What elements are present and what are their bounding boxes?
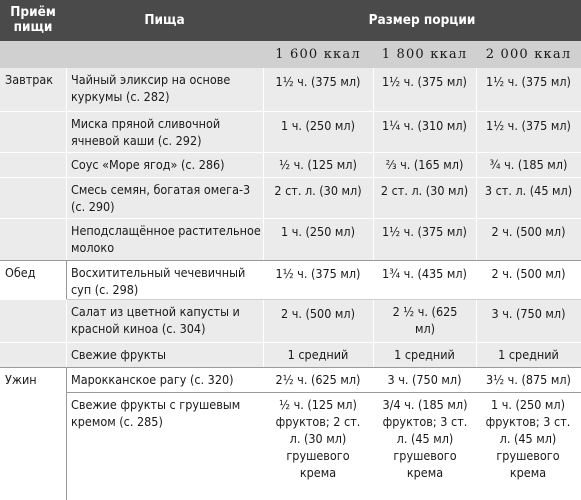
food-name: Восхитительный чечевичный суп (с. 298) — [71, 265, 246, 297]
portion-1800: 1½ ч. (375 мл) — [382, 224, 467, 239]
kcal-1600: 1 600 ккал — [275, 47, 361, 62]
food-name: Неподслащённое растительное молоко — [71, 223, 261, 255]
row-divider — [66, 299, 581, 300]
meal-label-dinner: Ужин — [5, 372, 37, 387]
meal-label-breakfast: Завтрак — [5, 72, 54, 87]
grid-line — [66, 300, 67, 367]
meal-label-lunch: Обед — [5, 265, 36, 280]
table-row — [0, 178, 581, 218]
portion-2000: 3 ст. л. (45 мл) — [484, 183, 573, 198]
portion-1800: 3 ч. (750 мл) — [387, 372, 462, 387]
grid-line — [66, 177, 581, 178]
table-header — [0, 0, 581, 41]
food-name: Чайный эликсир на основе куркумы (с. 282) — [71, 72, 231, 104]
portion-2000: 1½ ч. (375 мл) — [486, 74, 571, 89]
portion-1600: 1½ ч. (375 мл) — [275, 266, 361, 281]
portion-1600: 1½ ч. (375 мл) — [275, 74, 361, 89]
grid-line — [373, 300, 374, 367]
row-divider — [66, 392, 581, 393]
grid-line — [66, 342, 581, 343]
calorie-row — [0, 41, 581, 68]
portion-1800: 2 ст. л. (30 мл) — [380, 183, 469, 198]
grid-line — [476, 68, 477, 260]
grid-line — [263, 68, 264, 260]
kcal-1800: 1 800 ккал — [381, 47, 468, 62]
portion-2000: ¾ ч. (185 мл) — [489, 157, 568, 172]
table-row — [0, 343, 581, 367]
table-row — [0, 153, 581, 177]
portion-1600: 2 ч. (500 мл) — [281, 306, 355, 321]
portion-1800: 1 средний — [394, 347, 455, 362]
section-divider — [0, 367, 581, 368]
grid-line — [66, 152, 581, 153]
portion-1800: ⅔ ч. (165 мл) — [385, 157, 464, 172]
portion-2000: 3 ч. (750 мл) — [491, 306, 566, 321]
portion-1600: 2 ст. л. (30 мл) — [274, 183, 362, 198]
table-row — [0, 368, 581, 392]
table-row — [0, 219, 581, 260]
grid-line — [66, 68, 67, 260]
portion-2000: 3½ ч. (875 мл) — [486, 372, 571, 387]
portion-1800: 1¼ ч. (310 мл) — [382, 118, 467, 133]
portion-2000: 2 ч. (500 мл) — [491, 266, 566, 281]
header-food: Пища — [144, 12, 185, 28]
food-name: Соус «Море ягод» (с. 286) — [71, 157, 225, 172]
portion-2000: 2 ч. (500 мл) — [491, 224, 566, 239]
portion-2000: 1 средний — [498, 347, 559, 362]
food-name: Марокканское рагу (с. 320) — [71, 372, 234, 387]
grid-line — [263, 300, 264, 367]
food-name: Свежие фрукты с грушевым кремом (с. 285) — [71, 397, 241, 429]
portion-1800: 1½ ч. (375 мл) — [382, 74, 467, 89]
kcal-2000: 2 000 ккал — [485, 47, 572, 62]
food-name: Смесь семян, богатая омега-3 (с. 290) — [71, 182, 251, 214]
portion-1600: 1 ч. (250 мл) — [281, 224, 355, 239]
portion-1800: 1¾ ч. (435 мл) — [382, 266, 467, 281]
food-name: Миска пряной сливочной ячневой каши (с. 292) — [71, 116, 221, 148]
grid-line — [66, 218, 581, 219]
portion-1600: 2½ ч. (625 мл) — [275, 372, 361, 387]
food-name: Салат из цветной капусты и красной киноа (с. 304) — [71, 304, 240, 336]
table-row — [0, 112, 581, 152]
portion-2000: 1 ч. (250 мл) фруктов; 3 ст. л. (45 мл) грушевого крема — [485, 397, 571, 480]
portion-1600: 1 средний — [287, 347, 349, 362]
portion-1800: 3/4 ч. (185 мл) фруктов; 3 ст. л. (45 мл) грушевого крема — [382, 397, 468, 480]
portion-1600: ½ ч. (125 мл) фруктов; 2 ст. л. (30 мл) грушевого крема — [275, 397, 361, 480]
grid-line — [373, 68, 374, 260]
table-row — [0, 393, 581, 500]
food-name: Свежие фрукты — [71, 347, 166, 362]
portion-2000: 1½ ч. (375 мл) — [486, 118, 571, 133]
portion-1600: 1 ч. (250 мл) — [281, 118, 355, 133]
grid-line — [66, 111, 581, 112]
portion-1800: 2 ½ ч. (625 мл) — [392, 304, 458, 336]
grid-line — [66, 368, 67, 500]
table-row — [0, 68, 581, 111]
grid-line — [66, 261, 67, 300]
section-divider — [0, 260, 581, 261]
header-meal: Приём пищи — [10, 4, 56, 35]
header-portion: Размер порции — [368, 12, 476, 28]
table-row — [0, 300, 581, 342]
table-row — [0, 261, 581, 300]
portion-1600: ½ ч. (125 мл) — [279, 157, 357, 172]
grid-line — [476, 300, 477, 367]
